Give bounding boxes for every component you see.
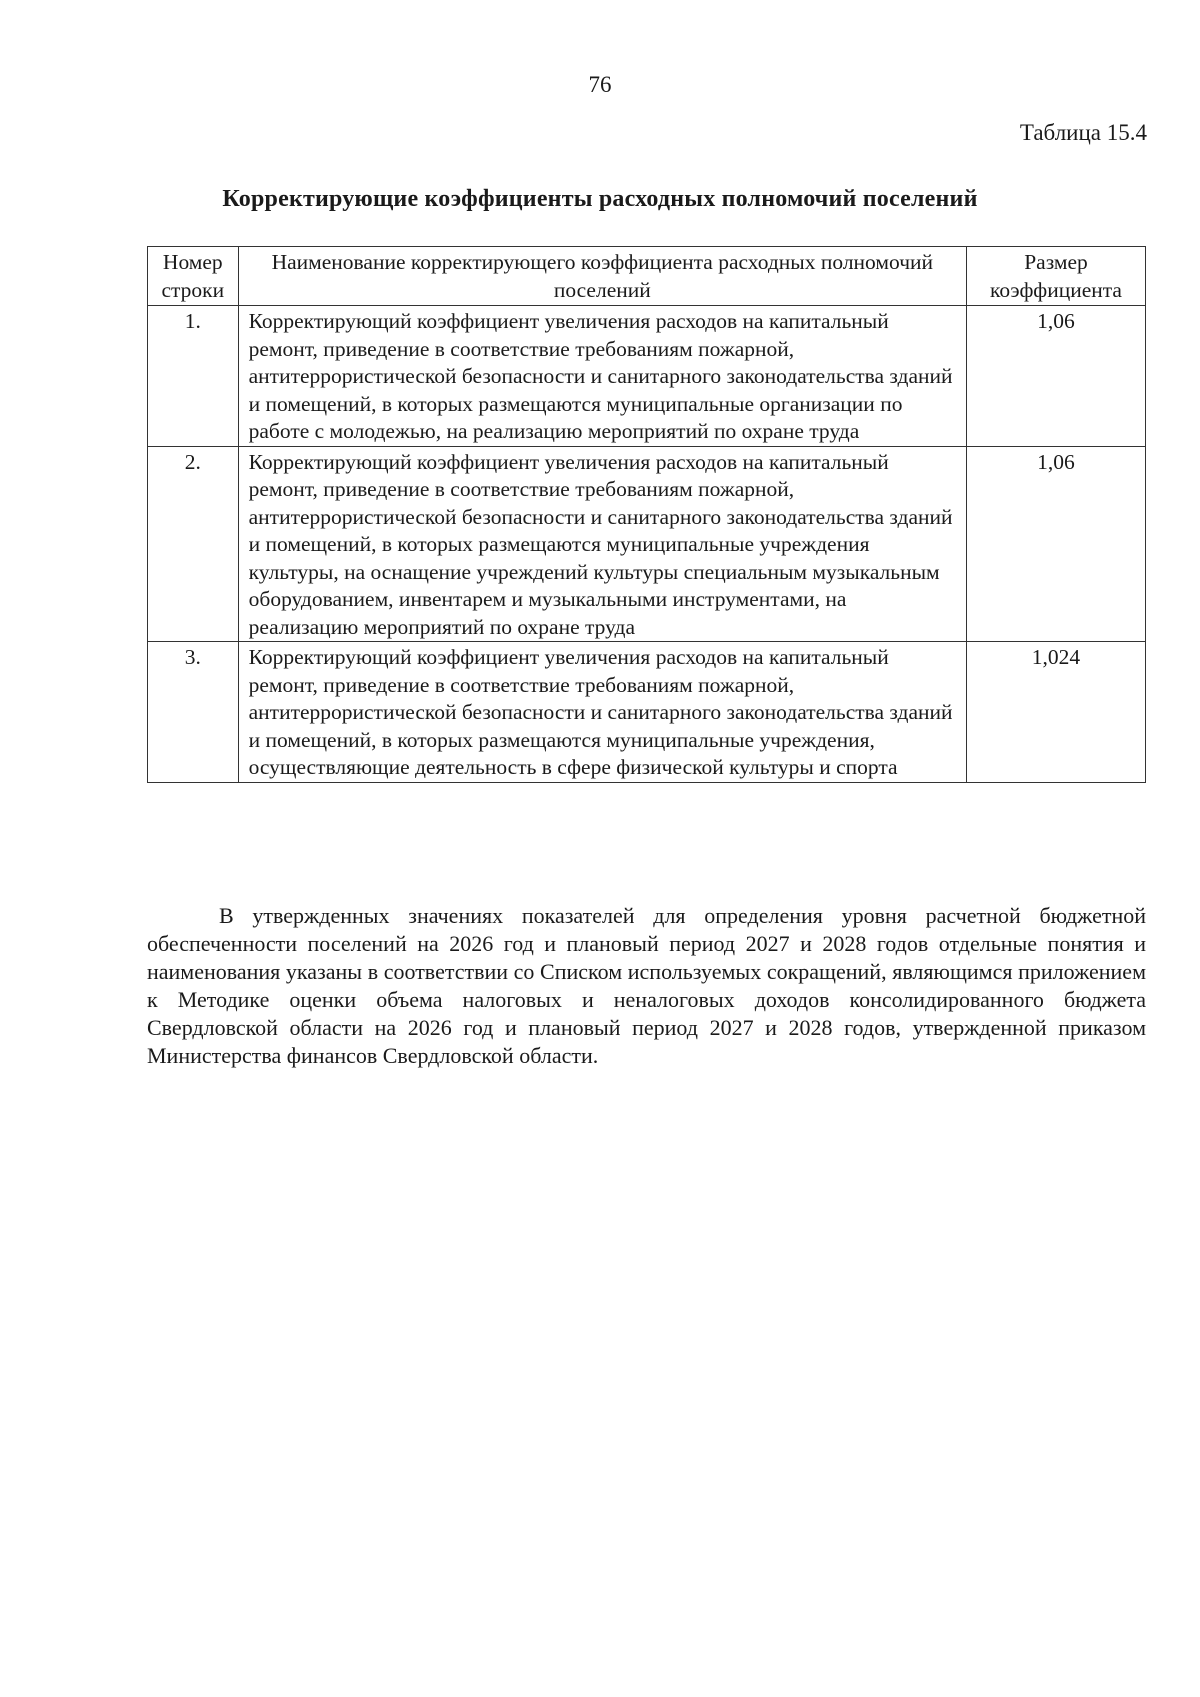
header-coefficient-name: Наименование корректирующего коэффициента расходных полномочий поселений xyxy=(238,247,966,306)
row-number: 2. xyxy=(148,446,239,642)
table-row xyxy=(148,642,1146,783)
coefficients-table xyxy=(147,246,1146,783)
row-coefficient-name: Корректирующий коэффициент увеличения расходов на капитальный ремонт, приведение в соответствие требованиям пожарной, антитеррористической безопасности и санитарного законодательства зданий и помещений, в которых размещаются муниципальные учреждения культуры, на оснащение учреждений культуры специальным музыкальным оборудованием, инвентарем и музыкальными инструментами, на реализацию мероприятий по охране труда xyxy=(238,446,966,642)
row-coefficient-name: Корректирующий коэффициент увеличения расходов на капитальный ремонт, приведение в соответствие требованиям пожарной, антитеррористической безопасности и санитарного законодательства зданий и помещений, в которых размещаются муниципальные организации по работе с молодежью, на реализацию мероприятий по охране труда xyxy=(238,306,966,447)
page-title: Корректирующие коэффициенты расходных полномочий поселений xyxy=(222,186,978,212)
row-coefficient-name: Корректирующий коэффициент увеличения расходов на капитальный ремонт, приведение в соответствие требованиям пожарной, антитеррористической безопасности и санитарного законодательства зданий и помещений, в которых размещаются муниципальные учреждения, осуществляющие деятельность в сфере физической культуры и спорта xyxy=(238,642,966,783)
table-label: Таблица 15.4 xyxy=(1019,120,1147,145)
table-header-row xyxy=(148,247,1146,306)
header-row-number: Номер строки xyxy=(148,247,239,306)
row-coefficient-value: 1,024 xyxy=(966,642,1145,783)
row-number: 3. xyxy=(148,642,239,783)
table-row xyxy=(148,306,1146,447)
row-number: 1. xyxy=(148,306,239,447)
page-number: 76 xyxy=(588,72,612,97)
row-coefficient-value: 1,06 xyxy=(966,446,1145,642)
header-coefficient-value: Размер коэффициента xyxy=(966,247,1145,306)
row-coefficient-value: 1,06 xyxy=(966,306,1145,447)
body-paragraph: В утвержденных значениях показателей для определения уровня расчетной бюджетной обеспеченности поселений на 2026 год и плановый период 2027 и 2028 годов отдельные понятия и наименования указаны в соответствии со Списком используемых сокращений, являющимся приложением к Методике оценки объема налоговых и неналоговых доходов консолидированного бюджета Свердловской области на 2026 год и плановый период 2027 и 2028 годов, утвержденной приказом Министерства финансов Свердловской области. xyxy=(147,903,1146,1068)
table-row xyxy=(148,446,1146,642)
